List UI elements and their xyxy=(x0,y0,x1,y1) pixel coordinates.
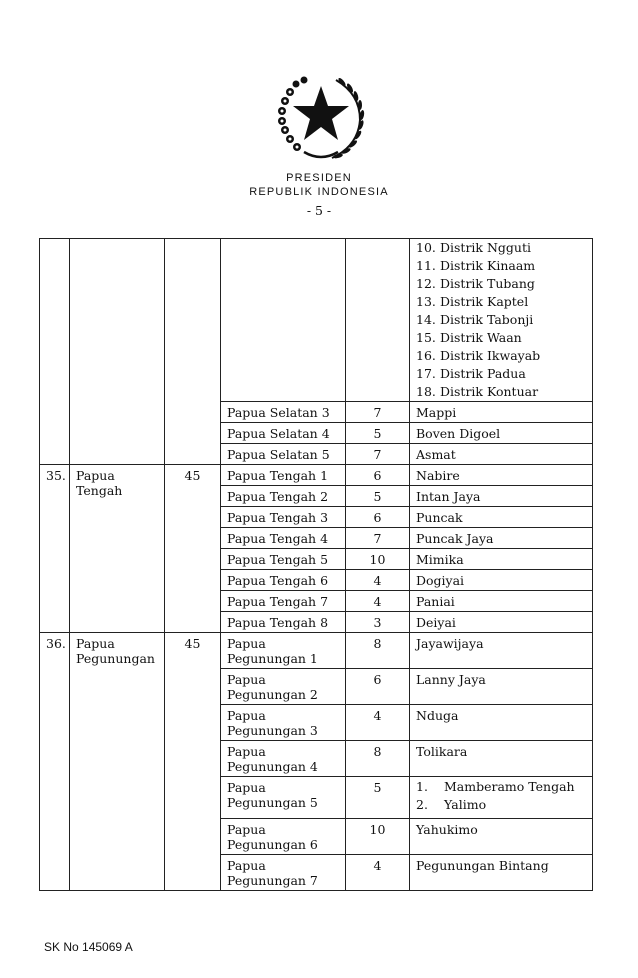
cell-wilayah: Puncak Jaya xyxy=(410,528,593,549)
cell-kursi: 4 xyxy=(346,855,410,891)
cell-total xyxy=(165,239,221,465)
cell-wilayah: Jayawijaya xyxy=(410,633,593,669)
cell-kursi: 5 xyxy=(346,423,410,444)
cell-kursi: 4 xyxy=(346,705,410,741)
cell-wilayah: Yahukimo xyxy=(410,819,593,855)
list-item: 17. Distrik Padua xyxy=(416,366,526,381)
cell-dapil: Papua Selatan 4 xyxy=(221,423,346,444)
cell-dapil: Papua Pegunungan 6 xyxy=(221,819,346,855)
cell-wilayah: Mappi xyxy=(410,402,593,423)
table-row xyxy=(40,465,593,486)
cell-dapil: Papua Pegunungan 7 xyxy=(221,855,346,891)
list-item: 16. Distrik Ikwayab xyxy=(416,348,541,363)
cell-kursi: 6 xyxy=(346,507,410,528)
cell-wilayah xyxy=(410,777,593,819)
cell-wilayah: Dogiyai xyxy=(410,570,593,591)
cell-kursi: 10 xyxy=(346,549,410,570)
regency-list xyxy=(416,778,586,814)
cell-dapil: Papua Tengah 8 xyxy=(221,612,346,633)
cell-kursi: 7 xyxy=(346,528,410,549)
cell-no: 35. xyxy=(40,465,70,633)
cell-wilayah: Puncak xyxy=(410,507,593,528)
cell-wilayah xyxy=(410,239,593,402)
cell-total: 45 xyxy=(165,465,221,633)
cell-kursi: 3 xyxy=(346,612,410,633)
cell-kursi: 7 xyxy=(346,402,410,423)
cell-wilayah: Nabire xyxy=(410,465,593,486)
cell-dapil xyxy=(221,239,346,402)
cell-kursi: 10 xyxy=(346,819,410,855)
cell-wilayah: Paniai xyxy=(410,591,593,612)
cell-dapil: Papua Tengah 7 xyxy=(221,591,346,612)
header-subtitle: REPUBLIK INDONESIA xyxy=(249,186,389,198)
document-code: SK No 145069 A xyxy=(44,940,133,954)
cell-kursi: 8 xyxy=(346,633,410,669)
cell-wilayah: Asmat xyxy=(410,444,593,465)
list-item: 1. Mamberamo Tengah xyxy=(416,779,575,794)
cell-dapil: Papua Pegunungan 3 xyxy=(221,705,346,741)
cell-kursi: 4 xyxy=(346,591,410,612)
list-item: 14. Distrik Tabonji xyxy=(416,312,534,327)
cell-provinsi xyxy=(70,239,165,465)
cell-kursi xyxy=(346,239,410,402)
cell-dapil: Papua Tengah 6 xyxy=(221,570,346,591)
cell-dapil: Papua Selatan 3 xyxy=(221,402,346,423)
star-icon xyxy=(293,86,349,140)
cell-kursi: 5 xyxy=(346,777,410,819)
cell-provinsi: Papua Pegunungan xyxy=(70,633,165,891)
cell-kursi: 6 xyxy=(346,669,410,705)
district-list xyxy=(416,239,586,401)
cell-dapil: Papua Pegunungan 4 xyxy=(221,741,346,777)
cell-wilayah: Pegunungan Bintang xyxy=(410,855,593,891)
cell-kursi: 5 xyxy=(346,486,410,507)
list-item: 10. Distrik Ngguti xyxy=(416,240,531,255)
cell-wilayah: Tolikara xyxy=(410,741,593,777)
page-number: - 5 - xyxy=(306,203,332,218)
cell-wilayah: Intan Jaya xyxy=(410,486,593,507)
cell-no: 36. xyxy=(40,633,70,891)
allocation-table xyxy=(39,238,593,891)
header-title: PRESIDEN xyxy=(286,172,352,184)
cell-provinsi: Papua Tengah xyxy=(70,465,165,633)
list-item: 15. Distrik Waan xyxy=(416,330,522,345)
list-item: 18. Distrik Kontuar xyxy=(416,384,539,399)
list-item: 2. Yalimo xyxy=(416,797,487,812)
cell-dapil: Papua Tengah 3 xyxy=(221,507,346,528)
cell-dapil: Papua Pegunungan 5 xyxy=(221,777,346,819)
cell-kursi: 8 xyxy=(346,741,410,777)
cell-dapil: Papua Selatan 5 xyxy=(221,444,346,465)
cell-dapil: Papua Tengah 1 xyxy=(221,465,346,486)
garuda-star-emblem xyxy=(274,72,368,164)
list-item: 13. Distrik Kaptel xyxy=(416,294,529,309)
cell-kursi: 6 xyxy=(346,465,410,486)
cell-no xyxy=(40,239,70,465)
cell-dapil: Papua Pegunungan 2 xyxy=(221,669,346,705)
cell-dapil: Papua Tengah 5 xyxy=(221,549,346,570)
cell-dapil: Papua Tengah 4 xyxy=(221,528,346,549)
cell-wilayah: Boven Digoel xyxy=(410,423,593,444)
cell-wilayah: Lanny Jaya xyxy=(410,669,593,705)
cell-dapil: Papua Pegunungan 1 xyxy=(221,633,346,669)
list-item: 12. Distrik Tubang xyxy=(416,276,535,291)
cell-wilayah: Mimika xyxy=(410,549,593,570)
cell-dapil: Papua Tengah 2 xyxy=(221,486,346,507)
cell-wilayah: Deiyai xyxy=(410,612,593,633)
cell-kursi: 7 xyxy=(346,444,410,465)
cell-wilayah: Nduga xyxy=(410,705,593,741)
table-row xyxy=(40,239,593,402)
cell-total: 45 xyxy=(165,633,221,891)
list-item: 11. Distrik Kinaam xyxy=(416,258,536,273)
cell-kursi: 4 xyxy=(346,570,410,591)
table-row xyxy=(40,633,593,669)
